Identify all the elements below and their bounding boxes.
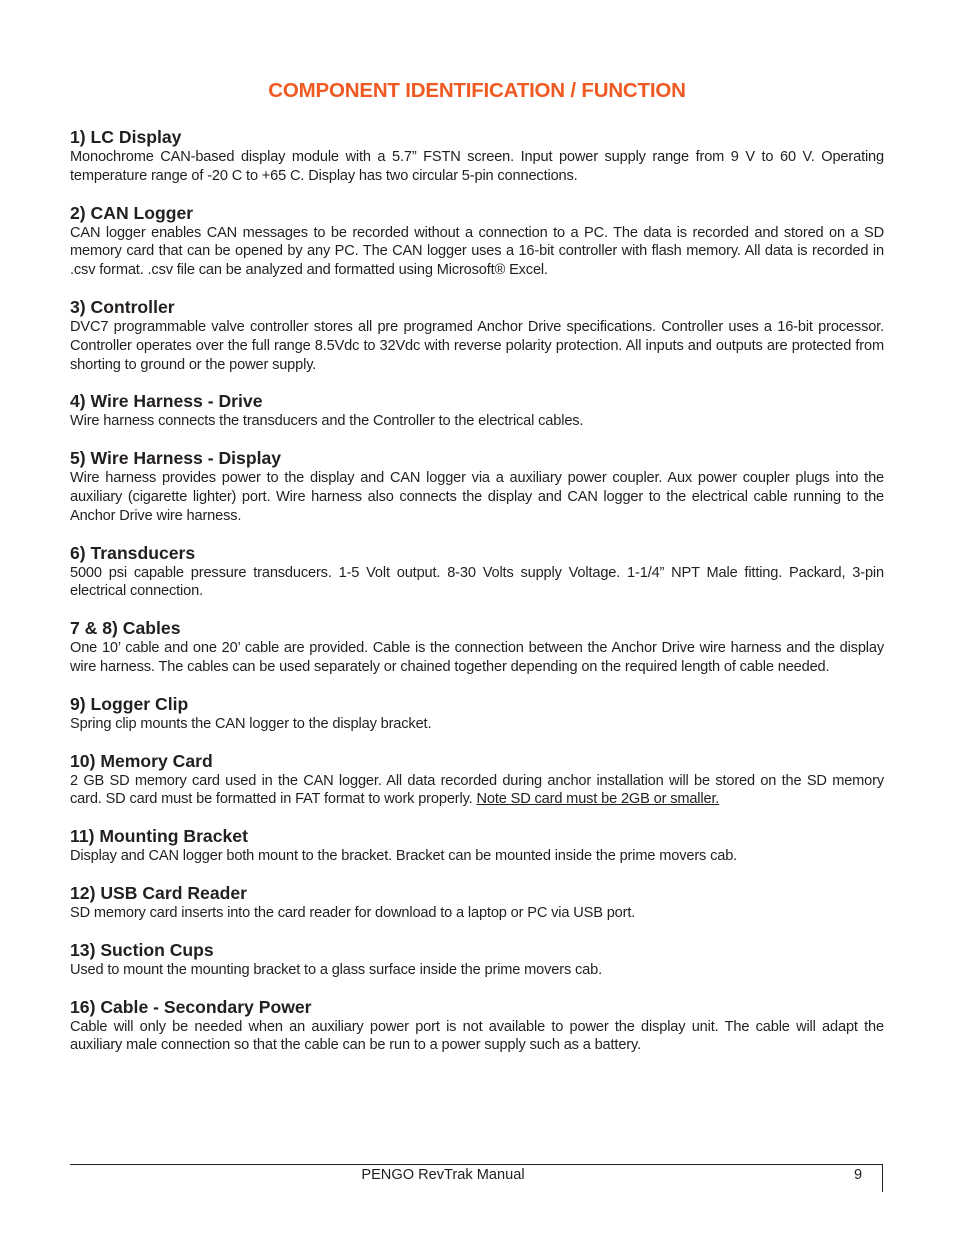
section-body: Wire harness connects the transducers and the Controller to the electrical cables. <box>70 413 584 430</box>
section-body: DVC7 programmable valve controller stores all pre programed Anchor Drive specifications. Controller uses a 16-bit processor. Controller operates over the full range 8.5Vdc to 32Vdc with reverse polarity protection. All inputs and outputs are protected from shorting to ground or the power supply. <box>70 318 884 373</box>
footer-manual-title: PENGO RevTrak Manual <box>361 1167 525 1183</box>
section-suction-cups <box>70 940 884 980</box>
component-list <box>70 127 884 1072</box>
section-heading: 12) USB Card Reader <box>70 882 247 903</box>
section-heading: 11) Mounting Bracket <box>70 826 248 847</box>
section-heading: 16) Cable - Secondary Power <box>70 996 312 1017</box>
section-heading: 1) LC Display <box>70 127 182 147</box>
section-body-text: 2 GB SD memory card used in the CAN logger. All data recorded during anchor installation will be stored on the SD memory card. SD card must be formatted in FAT format to work properly. <box>70 772 884 808</box>
underlined-note: Note SD card must be 2GB or smaller. <box>476 791 720 808</box>
section-heading: 2) CAN Logger <box>70 202 194 223</box>
section-body: Cable will only be needed when an auxiliary power port is not available to power the display unit. The cable will adapt the auxiliary male connection so that the cable can be run to a power supply such as a battery. <box>70 1018 884 1054</box>
section-logger-clip <box>70 694 884 734</box>
section-body: Wire harness provides power to the display and CAN logger via a auxiliary power coupler. Aux power coupler plugs into the auxiliary (cigarette lighter) port. Wire harness also connects the display and CAN logger to the electrical cable running to the Anchor Drive wire harness. <box>70 470 884 524</box>
section-transducers <box>70 543 884 602</box>
section-heading: 4) Wire Harness - Drive <box>70 391 263 412</box>
section-heading: 5) Wire Harness - Display <box>70 448 282 469</box>
page-number: 9 <box>854 1167 863 1183</box>
section-heading: 9) Logger Clip <box>70 693 189 714</box>
page-title: COMPONENT IDENTIFICATION / FUNCTION <box>268 79 686 102</box>
section-can-logger <box>70 203 884 280</box>
section-cable-secondary-power <box>70 997 884 1056</box>
section-cables <box>70 618 884 677</box>
section-body: Used to mount the mounting bracket to a glass surface inside the prime movers cab. <box>70 961 602 978</box>
footer-rule <box>70 1164 883 1165</box>
section-body: 5000 psi capable pressure transducers. 1-5 Volt output. 8-30 Volts supply Voltage. 1-1/4” NPT Male fitting. Packard, 3-pin electrical connection. <box>70 564 884 600</box>
section-body: CAN logger enables CAN messages to be recorded without a connection to a PC. The data is recorded and stored on a SD memory card that can be opened by any PC. The CAN logger uses a 16-bit controller with flash memory. All data is recorded in .csv format. .csv file can be analyzed and formatted using Microsoft® Excel. <box>70 224 884 279</box>
section-heading: 3) Controller <box>70 296 175 317</box>
section-wire-harness-display <box>70 448 884 525</box>
section-usb-card-reader <box>70 883 884 923</box>
section-body: Display and CAN logger both mount to the bracket. Bracket can be mounted inside the prime movers cab. <box>70 848 738 865</box>
section-body <box>70 772 884 810</box>
section-lc-display <box>70 127 884 186</box>
section-heading: 7 & 8) Cables <box>70 618 181 639</box>
section-heading: 10) Memory Card <box>70 750 213 771</box>
section-heading: 6) Transducers <box>70 542 196 563</box>
section-body: Spring clip mounts the CAN logger to the display bracket. <box>70 715 432 732</box>
section-heading: 13) Suction Cups <box>70 939 214 960</box>
section-body: One 10’ cable and one 20’ cable are provided. Cable is the connection between the Anchor Drive wire harness and the display wire harness. The cables can be used separately or chained together depending on the required length of cable needed. <box>70 640 884 675</box>
section-body: Monochrome CAN-based display module with a 5.7” FSTN screen. Input power supply range from 9 V to 60 V. Operating temperature range of -20 C to +65 C. Display has two circular 5-pin connections. <box>70 149 884 184</box>
section-wire-harness-drive <box>70 391 884 431</box>
section-memory-card <box>70 751 884 810</box>
section-mounting-bracket <box>70 826 884 866</box>
section-controller <box>70 297 884 374</box>
section-body: SD memory card inserts into the card reader for download to a laptop or PC via USB port. <box>70 904 636 921</box>
